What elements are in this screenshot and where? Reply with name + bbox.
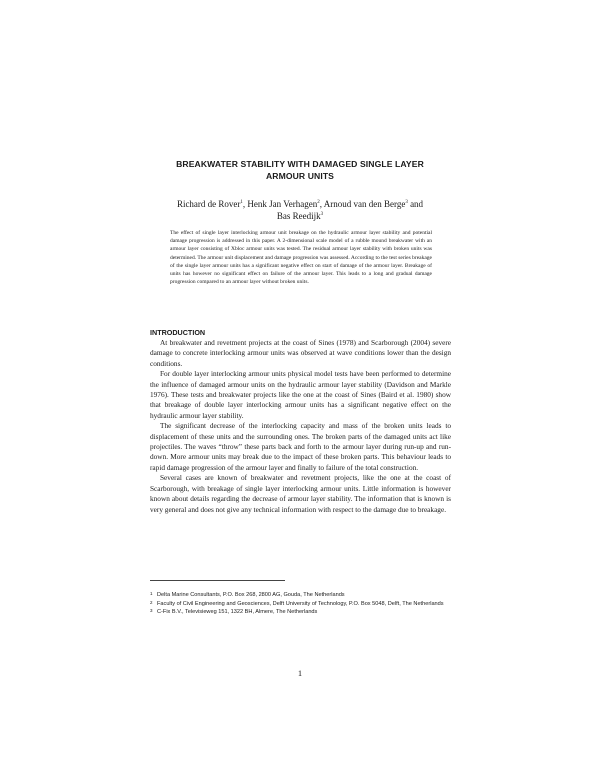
paper-title	[150, 158, 450, 182]
footnote-text: Faculty of Civil Engineering and Geosciences, Delft University of Technology, P.O. Box 5048, Delft, The Netherlands	[157, 600, 444, 607]
footnote-mark: 1	[150, 591, 153, 596]
author-name: Arnoud van den Berge	[323, 199, 406, 209]
footnote-text: Delta Marine Consultants, P.O. Box 268, 2800 AG, Gouda, The Netherlands	[157, 592, 345, 598]
paragraph: Several cases are known of breakwater and revetment projects, like the one at the coast of Scarborough, with breakage of single layer interlocking armour units. Little information is however known about details regarding the decrease of armour layer stability. The information that is known is very general and does not give any technical information with respect to the damage due to breakage.	[150, 473, 451, 514]
affiliation-mark: 2	[317, 200, 320, 205]
footnote-mark: 3	[150, 608, 153, 614]
paragraph: The significant decrease of the interlocking capacity and mass of the broken units leads to displacement of these units and the surrounding ones. The broken parts of the damaged units act like projectiles. The waves “throw” these parts back and forth to the armour layer during run-up and run-down. More armour units may break due to the impact of these broken parts. This behaviour leads to rapid damage progression of the armour layer and finally to failure of the total construction.	[150, 421, 451, 472]
author-name: Bas Reedijk	[276, 211, 321, 221]
footnote-text: C-Fix B.V., Televisieweg 151, 1322 BH, Almere, The Netherlands	[157, 609, 318, 616]
footnote	[150, 591, 450, 600]
author-name: Henk Jan Verhagen	[247, 199, 318, 209]
author-line	[150, 210, 450, 222]
footnote	[150, 608, 450, 617]
author-separator: ,	[242, 199, 248, 209]
section-heading: INTRODUCTION	[150, 328, 206, 337]
page-number: 1	[297, 668, 303, 678]
author-separator: and	[407, 199, 424, 209]
paragraph: At breakwater and revetment projects at the coast of Sines (1978) and Scarborough (2004) severe damage to concrete interlocking armour units was observed at wave conditions lower than the design conditions.	[150, 338, 451, 368]
body-text	[150, 338, 451, 515]
affiliation-mark: 3	[320, 212, 324, 217]
paragraph: For double layer interlocking armour units physical model tests have been performed to determine the influence of damaged armour units on the hydraulic armour layer stability (Davidson and Markle 1976). These tests and breakwater projects like the one at the coast of Sines (Baird et al. 1980) show that breakage of double layer interlocking armour units has a significant negative effect on the hydraulic armour layer stability.	[150, 369, 451, 420]
footnote-rule	[150, 580, 285, 581]
title-line: BREAKWATER STABILITY WITH DAMAGED SINGLE LAYER	[176, 159, 424, 169]
affiliation-mark: 3	[405, 200, 408, 205]
abstract: The effect of single layer interlocking armour unit breakage on the hydraulic armour layer stability and potential damage progression is addressed in this paper. A 2-dimensional scale model of a rubble mound breakwater with an armour layer consisting of Xbloc armour units was tested. The residual armour layer stability with broken units was determined. The armour unit displacement and damage progression was assessed. According to the test series breakage of the single layer armour units has a significant negative effect on start of damage of the armour layer. Breakage of units has however no significant effect on failure of the armour layer. This leads to a long and gradual damage progression compared to an armour layer without broken units.	[170, 230, 432, 286]
author-separator: ,	[319, 199, 324, 209]
title-line: ARMOUR UNITS	[265, 171, 335, 181]
author-list	[150, 198, 450, 222]
footnote	[150, 600, 450, 609]
footnote-mark: 2	[150, 599, 153, 605]
footnotes	[150, 591, 450, 617]
affiliation-mark: 1	[240, 200, 243, 205]
author-name: Richard de Rover	[176, 199, 241, 209]
author-line	[150, 198, 450, 210]
